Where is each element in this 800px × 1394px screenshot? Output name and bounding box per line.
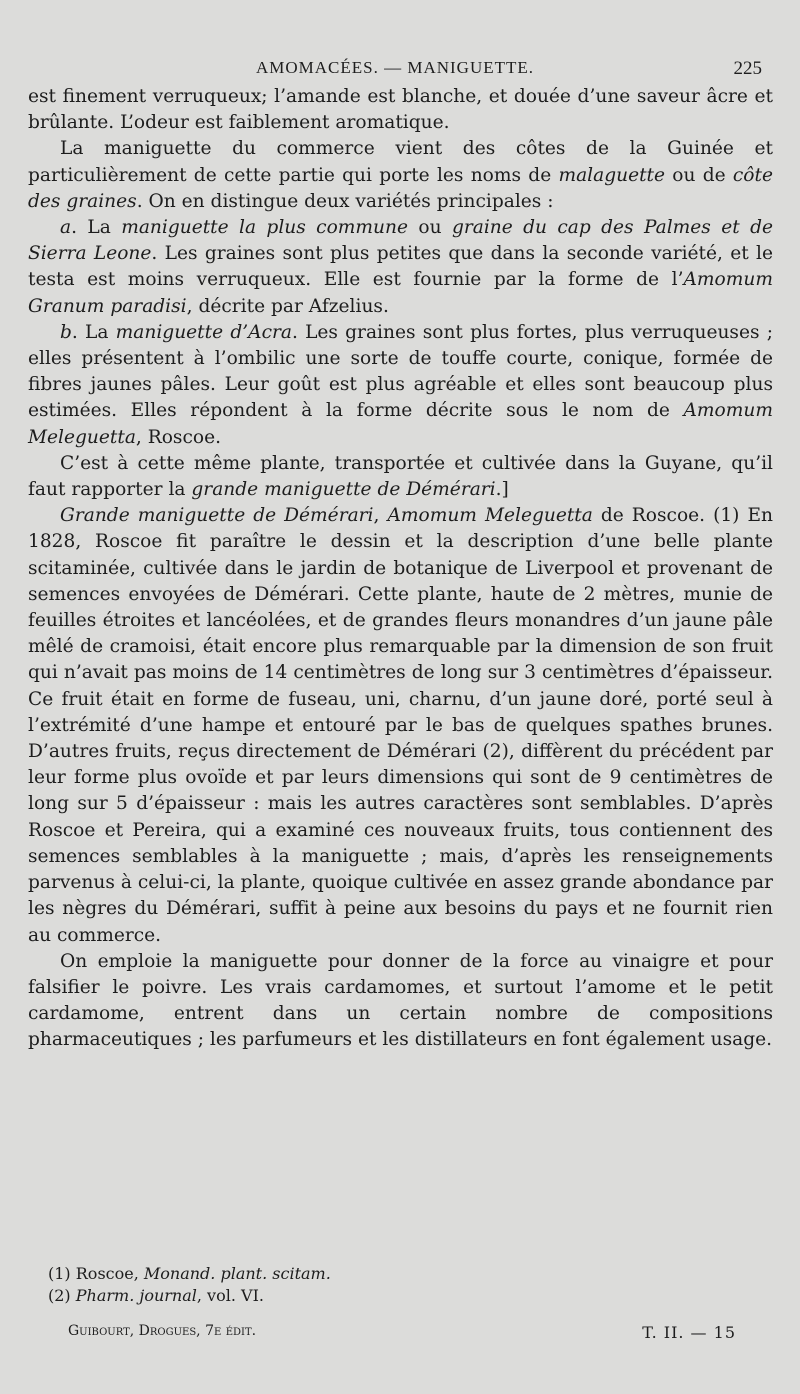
body-text [28,84,773,1054]
running-title: AMOMACÉES. — MANIGUETTE. [255,58,535,77]
footnote [48,1285,773,1307]
text-run: . La [71,321,116,343]
paragraph [28,503,773,948]
italic-term: côte des graines [28,164,773,212]
text-run: est finement verruqueux; l’amande est blanche, et douée d’une saveur âcre et brûlante. L’odeur est faiblement aromatique. [28,86,773,134]
signature-left: Guibourt, Drogues, 7e édit. [68,1323,257,1339]
text-run: On emploie la maniguette pour donner de la force au vinaigre et pour falsifier le poivre. Les vrais cardamomes, et surtout l’amome et le petit cardamome, entrent dans un certain nombre de compositions pharmaceutiques ; les parfumeurs et les distillateurs en font également usage. [28,950,773,1051]
italic-term: b [60,321,72,343]
italic-term: Amomum Meleguetta [28,400,773,448]
footnote [48,1263,773,1285]
text-run: ou de [665,164,733,186]
paragraph [28,215,773,320]
italic-term: maniguette d’Acra [115,321,292,343]
italic-term: malaguette [558,164,666,186]
text-run: , vol. VI. [196,1286,264,1305]
paragraph [28,451,773,503]
italic-term: maniguette la plus commune [121,217,409,239]
footnote-number: (1) [48,1264,71,1283]
signature-right: T. II. — 15 [642,1323,736,1342]
text-run: Roscoe, [70,1264,144,1283]
paragraph [28,136,773,215]
text-run: , Roscoe. [135,426,221,448]
printer-signature [68,1323,736,1343]
running-header [28,58,762,82]
paragraph [28,320,773,451]
paragraph [28,84,773,136]
text-run: , [373,505,388,527]
italic-term: a [60,217,72,239]
text-run: C’est à cette même plante, transportée et cultivée dans la Guyane, qu’il faut rapporter la [28,452,773,501]
footnotes [48,1263,773,1307]
text-run: , décrite par Afzelius. [186,295,389,317]
italic-term: graine du cap des Palmes et de Sierra Leone [28,217,773,265]
paragraph [28,949,773,1054]
italic-term: Amomum Meleguetta [387,505,593,527]
italic-term: Pharm. journal [75,1286,197,1305]
text-run: .] [495,479,509,501]
text-run: . La [71,217,122,239]
italic-term: Grande maniguette de Démérari [60,505,374,527]
footnote-number: (2) [48,1286,71,1305]
italic-term: Amomum Granum paradisi [28,269,773,317]
text-run: de Roscoe. (1) En 1828, Roscoe fit paraître le dessin et la description d’une belle plante scitaminée, cultivée dans le jardin de botanique de Liverpool et provenant de semences envoyées de Démérari. Cette plante, haute de 2 mètres, munie de feuilles étroites et lancéolées, et de grandes fleurs monandres d’un jaune pâle mêlé de cramoisi, était encore plus remarquable par la dimension de son fruit qui n’avait pas moins de 14 centimètres de long sur 3 centimètres d’épaisseur. Ce fruit était en forme de fuseau, uni, charnu, d’un jaune doré, porté seul à l’extrémité d’une hampe et entouré par le bas de quelques spathes brunes. D’autres fruits, reçus directement de Démérari (2), diffèrent du précédent par leur forme plus ovoïde et par leurs dimensions qui sont de 9 centimètres de long sur 5 d’épaisseur : mais les autres caractères sont semblables. D’après Roscoe et Pereira, qui a examiné ces nouveaux fruits, tous contiennent des semences semblables à la maniguette ; mais, d’après les renseignements parvenus à celui-ci, la plante, quoique cultivée en assez grande abondance par les nègres du Démérari, suffit à peine aux besoins du pays et ne fournit rien au commerce. [28,505,773,946]
text-run: . Les graines sont plus fortes, plus verruqueuses ; elles présentent à l’ombilic une sorte de touffe courte, conique, formée de fibres jaunes pâles. Leur goût est plus agréable et elles sont beaucoup plus estimées. Elles répondent à la forme décrite sous le nom de [28,321,773,422]
text-run: La maniguette du commerce vient des côtes de la Guinée et particulièrement de cette partie qui porte les noms de [28,138,773,186]
text-run: . On en distingue deux variétés principales : [136,190,554,212]
text-run: . Les graines sont plus petites que dans la seconde variété, et le testa est moins verruqueux. Elle est fournie par la forme de l’ [28,243,773,291]
text-run: ou [408,217,452,239]
page-number: 225 [733,58,762,79]
italic-term: Monand. plant. scitam. [143,1264,331,1283]
italic-term: grande maniguette de Démérari [191,479,496,501]
